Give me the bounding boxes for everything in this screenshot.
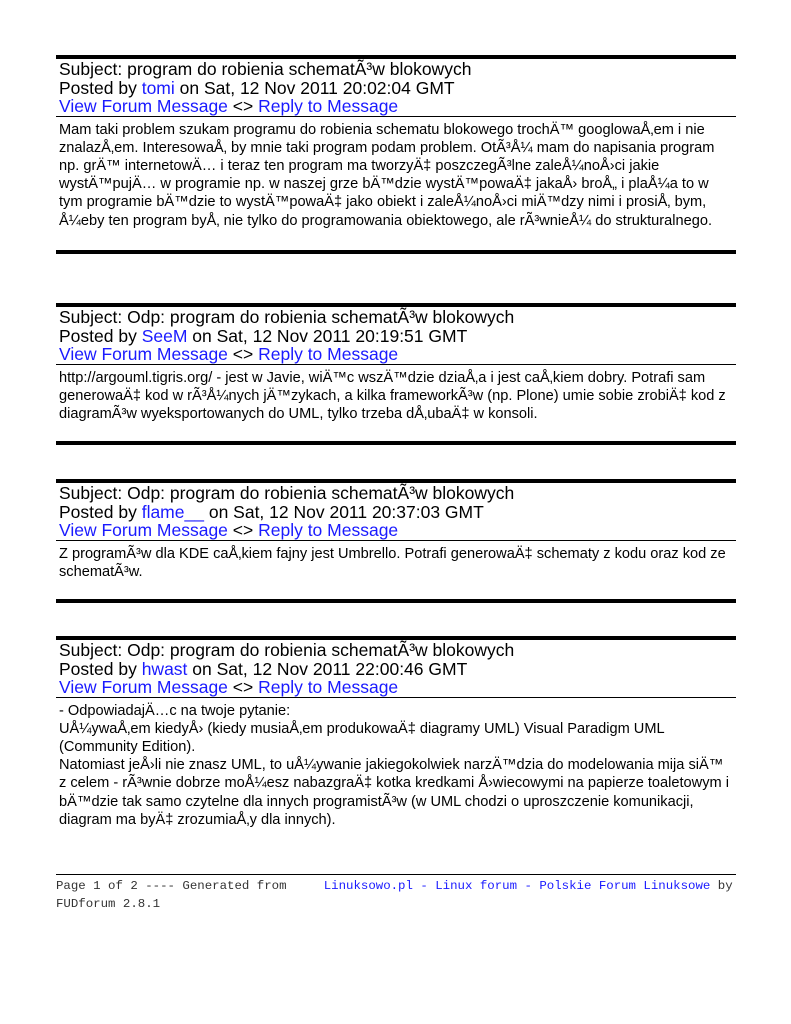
post-meta — [59, 327, 736, 346]
post-author-link[interactable]: flame__ — [141, 501, 204, 522]
post-actions — [59, 97, 736, 116]
posted-by-label: Posted by — [59, 77, 142, 98]
post-body-paragraph: - OdpowiadajÄ…c na twoje pytanie: — [59, 702, 291, 719]
post-body-paragraph: Z programÃ³w dla KDE caÅ‚kiem fajny jest Umbrello. Potrafi generowaÄ‡ schematy z kodu oraz kod ze schematÃ³w. — [59, 545, 726, 580]
post-meta — [59, 79, 736, 98]
post-bottom-rule — [56, 250, 736, 254]
post-body — [56, 698, 736, 829]
post-body — [56, 541, 736, 599]
view-forum-message-link[interactable]: View Forum Message — [59, 520, 228, 540]
post-author-link[interactable]: hwast — [141, 658, 188, 679]
action-separator: <> — [227, 344, 259, 364]
post-header — [56, 59, 736, 116]
post-header — [56, 640, 736, 697]
post-body-paragraph: UÅ¼ywaÅ‚em kiedyÅ› (kiedy musiaÅ‚em produkowaÄ‡ diagramy UML) Visual Paradigm UML (Community Edition). — [59, 720, 665, 755]
post-subject: Subject: Odp: program do robienia schematÃ³w blokowych — [59, 483, 515, 503]
post-date: on Sat, 12 Nov 2011 20:37:03 GMT — [203, 501, 484, 522]
reply-to-message-link[interactable]: Reply to Message — [258, 344, 399, 364]
post-body-paragraph: Natomiast jeÅ›li nie znasz UML, to uÅ¼ywanie jakiegokolwiek narzÄ™dzia do modelowania mija siÄ™ z celem - rÃ³wnie dobrze moÅ¼esz nabazgraÄ‡ kotka kredkami Å›wiecowymi na papierze toaletowym i bÄ™dzie tak samo czytelne dla innych programistÃ³w (w UML chodzi o uproszczenie komunikacji, diagram ma byÄ‡ zrozumiaÅ‚y dla innych). — [59, 757, 729, 828]
action-separator: <> — [227, 520, 259, 540]
post-header — [56, 483, 736, 540]
footer-page-info: Page 1 of 2 ---- Generated from — [56, 879, 287, 893]
reply-to-message-link[interactable]: Reply to Message — [258, 677, 399, 697]
view-forum-message-link[interactable]: View Forum Message — [59, 96, 228, 116]
reply-to-message-link[interactable]: Reply to Message — [258, 520, 399, 540]
post-header — [56, 307, 736, 364]
footer-generator: by FUDforum 2.8.1 — [56, 879, 733, 911]
post-actions — [59, 345, 736, 364]
post-date: on Sat, 12 Nov 2011 20:19:51 GMT — [187, 325, 468, 346]
post-actions — [59, 678, 736, 697]
post-body-paragraph: Mam taki problem szukam programu do robienia schematu blokowego trochÄ™ googlowaÅ‚em i nie znalazÅ‚em. InteresowaÅ‚ by mnie taki program podam problem. OtÃ³Å¼ mam do napisania program np. grÄ™ internetowÄ… i teraz ten program ma tworzyÄ‡ poszczegÃ³lne zaleÅ¼noÅ›ci jakie wystÄ™pujÄ… w programie np. w naszej grze bÄ™dzie wystÄ™powaÄ‡ jakaÅ› broÅ„ i plaÅ¼a to w tym programie bÄ™dzie to wystÄ™powaÄ‡ jako obiekt i zaleÅ¼noÅ›ci miÄ™dzy nimi i prosiÅ‚ bym, Å¼eby ten program byÅ‚ nie tylko do programowania obiektowego, ale rÃ³wnieÅ¼ do strukturalnego. — [59, 121, 715, 229]
post-subject: Subject: program do robienia schematÃ³w blokowych — [59, 59, 472, 79]
posted-by-label: Posted by — [59, 658, 142, 679]
forum-post — [56, 636, 736, 829]
page-footer — [56, 874, 736, 913]
post-meta — [59, 503, 736, 522]
post-author-link[interactable]: tomi — [141, 77, 175, 98]
forum-post — [56, 55, 736, 254]
post-bottom-rule — [56, 599, 736, 603]
action-separator: <> — [227, 96, 259, 116]
posted-by-label: Posted by — [59, 325, 142, 346]
action-separator: <> — [227, 677, 259, 697]
post-meta — [59, 660, 736, 679]
view-forum-message-link[interactable]: View Forum Message — [59, 677, 228, 697]
posted-by-label: Posted by — [59, 501, 142, 522]
view-forum-message-link[interactable]: View Forum Message — [59, 344, 228, 364]
post-author-link[interactable]: SeeM — [141, 325, 188, 346]
footer-forum-link[interactable]: Linuksowo.pl - Linux forum - Polskie Forum Linuksowe — [323, 879, 711, 893]
reply-to-message-link[interactable]: Reply to Message — [258, 96, 399, 116]
post-subject: Subject: Odp: program do robienia schematÃ³w blokowych — [59, 307, 515, 327]
post-actions — [59, 521, 736, 540]
post-date: on Sat, 12 Nov 2011 20:02:04 GMT — [174, 77, 455, 98]
post-bottom-rule — [56, 441, 736, 445]
post-body — [56, 365, 736, 441]
post-date: on Sat, 12 Nov 2011 22:00:46 GMT — [187, 658, 468, 679]
forum-post — [56, 303, 736, 445]
post-body — [56, 117, 736, 250]
forum-post — [56, 479, 736, 603]
post-body-paragraph: http://argouml.tigris.org/ - jest w Javie, wiÄ™c wszÄ™dzie dziaÅ‚a i jest caÅ‚kiem dobry. Potrafi sam generowaÄ‡ kod w rÃ³Å¼nych jÄ™zykach, a kilka frameworkÃ³w (np. Plone) umie sobie zrobiÄ‡ kod z diagramÃ³w wyeksportowanych do UML, tylko trzeba dÅ‚ubaÄ‡ w konsoli. — [59, 369, 726, 422]
post-subject: Subject: Odp: program do robienia schematÃ³w blokowych — [59, 640, 515, 660]
